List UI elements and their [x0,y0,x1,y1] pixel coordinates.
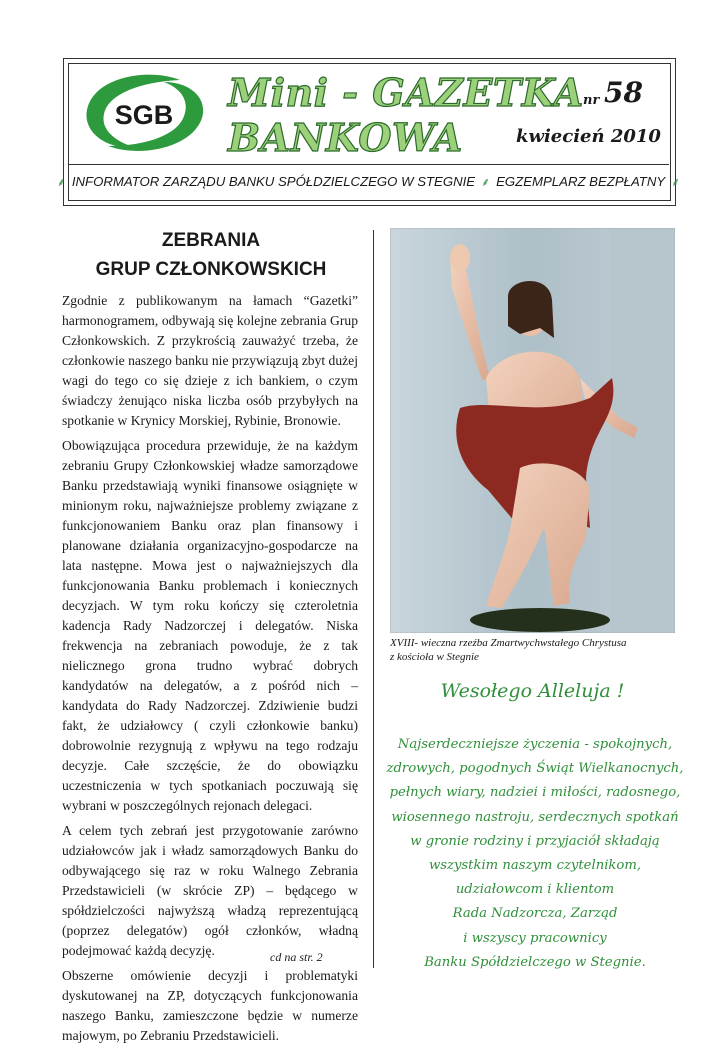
greeting-title: Wesołego Alleluja ! [440,680,625,702]
article-paragraph: A celem tych zebrań jest przygotowanie zarówno udziałowców jak i władz samorządowych Banku do odbywającego się raz w roku Walnego Zebrania Przedstawicieli (w skrócie ZP) – będącego w spółdzielczości najwyższą władzą reprezentującą (poprzez delegatów) ogół członków, władną podejmować każdą decyzję. [62,823,358,958]
greeting-line: Rada Nadzorcza, Zarząd [452,906,618,922]
greeting-line: udziałowcom i klientom [455,882,615,898]
headline-line1: ZEBRANIA [161,230,261,251]
separator-icon: ⸙ [481,175,491,189]
greeting-line: Najserdeczniejsze życzenia - spokojnych, [397,737,673,752]
masthead-title-line2: BANKOWA [228,115,463,160]
logo-text: SGB [114,100,174,130]
article-paragraph: Zgodnie z publikowanym na łamach “Gazetki” harmonogramem, odbywają się kolejne zebrania Grup Członkowskich. Z przykrością zauważyć trzeba, że członkowie naszego banku nie przywiązują zbyt dużej wagi do tego co się dzieje z ich bankiem, o czym świadczy żenująco niska liczba osób przybyłych na spotkanie w Krynicy Morskiej, Rybinie, Bronowie. [62,293,358,428]
article-headline [62,226,360,284]
article-body [62,291,358,1051]
greeting-line: i wszyscy pracownicy [463,930,607,946]
greeting-line: zdrowych, pogodnych Świąt Wielkanocnych, [386,761,684,777]
caption-line1: XVIII- wieczna rzeźba Zmartwychwstałego Chrystusa [390,637,627,649]
greeting-line: wiosennego nastroju, serdecznych spotkań [391,809,679,825]
sgb-logo [80,72,208,154]
sculpture-photo [390,228,675,633]
greeting-line: pełnych wiary, nadziei i miłości, radosnego, [389,785,681,801]
caption-line2: z kościoła w Stegnie [390,651,479,663]
tagline-left: INFORMATOR ZARZĄDU BANKU SPÓŁDZIELCZEGO W STEGNIE [71,174,476,189]
article-paragraph: Obszerne omówienie decyzji i problematyki dyskutowanej na ZP, dotyczących funkcjonowania naszego Banku, zamieszczone będzie w numerze majowym, po Zebraniu Przedstawicieli. [62,968,358,1043]
tagline-bar [56,164,681,199]
issue-number: 58 [604,76,643,109]
greeting-line: w gronie rodziny i przyjaciół składają [410,833,660,849]
masthead-title-line1: Mini - GAZETKA [228,70,584,115]
tagline-right: EGZEMPLARZ BEZPŁATNY [496,174,666,189]
greeting-text [385,733,685,975]
separator-icon: ⸙ [671,175,681,189]
greeting-line: Banku Spółdzielczego w Stegnie. [424,954,646,970]
column-rule [373,230,374,968]
photo-caption [390,636,680,664]
headline-line2: GRUP CZŁONKOWSKICH [95,259,327,280]
greeting-line: wszystkim naszym czytelnikom, [428,858,642,874]
issue-prefix: nr [583,93,600,108]
article-paragraph: Obowiązująca procedura przewiduje, że na każdym zebraniu Grupy Członkowskiej władze samorządowe Banku przedstawiają wyniki finansowe osiągnięte w minionym roku, najważniejsze problemy związane z funkcjonowaniem Banku oraz plan finansowy i planowane działania organizacyjno-gospodarcze na lata następne. Mowa jest o najważniejszych dla funkcjonowania Banku problemach i koniecznych decyzjach. W tym roku kończy się czteroletnia kadencja Rady Nadzorczej i delegatów. Niska frekwencja na zebraniach powoduje, że z tak nielicznego grona trudno wybrać dobrych kandydatów na delegatów, a z pośród nich – kandydata do Rady Nadzorczej. Zdziwienie budzi fakt, że udziałowcy ( czyli członkowie banku) dobrowolnie rezygnują z wpływu na tego rodzaju decyzje. Całe szczęście, że do obowiązku uczestniczenia w tych spotkaniach poczuwają się wybrani w poszczególnych rejonach delegaci. [62,438,358,813]
separator-icon: ⸙ [56,175,66,189]
issue-date: kwiecień 2010 [516,126,661,147]
continuation-note: cd na str. 2 [270,950,323,964]
